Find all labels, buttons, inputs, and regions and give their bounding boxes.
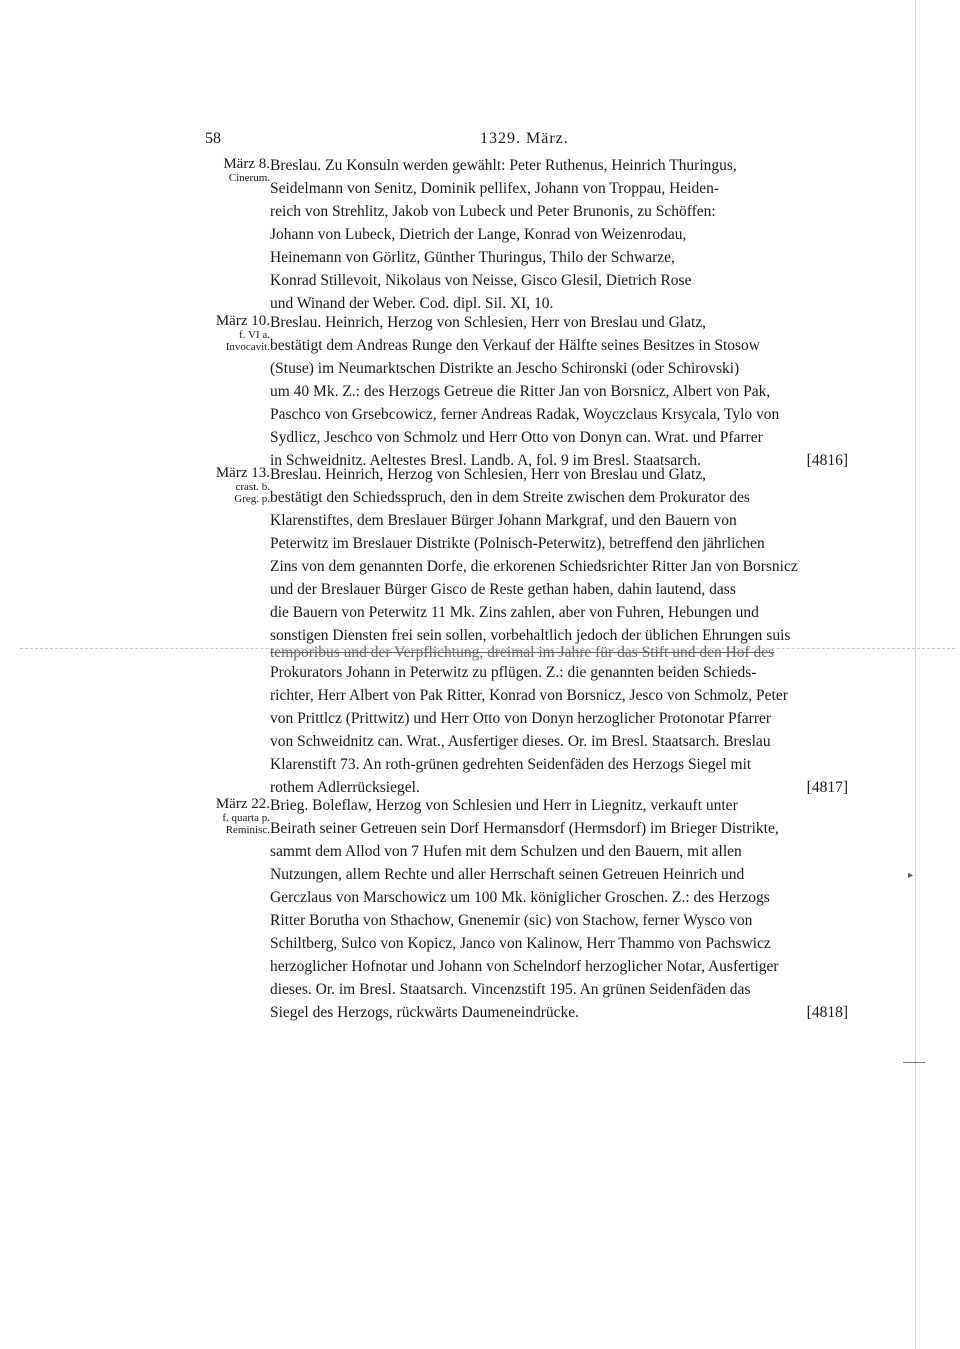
text-line: Klarenstiftes, dem Breslauer Bürger Johann Markgraf, und den Bauern von <box>270 512 737 529</box>
liturgical-date: f. VI a. <box>239 329 270 341</box>
liturgical-date: crast. b. <box>235 481 270 493</box>
struck-text-line: temporibus und der Verpflichtung, dreimal im Jahre für das Stift und den Hof des <box>270 644 775 661</box>
text-line: Brieg. Boleflaw, Herzog von Schlesien und Herr in Liegnitz, verkauft unter <box>270 797 738 814</box>
text-line: richter, Herr Albert von Pak Ritter, Konrad von Borsnicz, Jesco von Schmolz, Peter <box>270 687 788 704</box>
text-line: (Stuse) im Neumarktschen Distrikte an Jescho Schironski (oder Schirovski) <box>270 360 740 377</box>
text-line: Beirath seiner Getreuen sein Dorf Hermansdorf (Hermsdorf) im Brieger Distrikte, <box>270 820 779 837</box>
regest-number: [4818] <box>806 1004 848 1021</box>
text-line: Breslau. Heinrich, Herzog von Schlesien, Herr von Breslau und Glatz, <box>270 314 707 331</box>
text-line: Breslau. Heinrich, Herzog von Schlesien, Herr von Breslau und Glatz, <box>270 466 707 483</box>
running-title: 1329. März. <box>480 130 569 147</box>
text-line: bestätigt dem Andreas Runge den Verkauf der Hälfte seines Besitzes in Stosow <box>270 337 761 354</box>
text-line: sammt dem Allod von 7 Hufen mit dem Schulzen und den Bauern, mit allen <box>270 843 742 860</box>
margin-date <box>200 797 270 836</box>
text-line: Konrad Stillevoit, Nikolaus von Neisse, Gisco Glesil, Dietrich Rose <box>270 272 692 289</box>
regest-number: [4816] <box>806 452 848 469</box>
text-line: Nutzungen, allem Rechte und aller Herrschaft seinen Getreuen Heinrich und <box>270 866 745 883</box>
regest-entry <box>200 314 850 474</box>
text-line: Gerczlaus von Marschowicz um 100 Mk. königlicher Groschen. Z.: des Herzogs <box>270 889 770 906</box>
liturgical-date: Greg. p. <box>234 493 270 505</box>
text-line: dieses. Or. im Bresl. Staatsarch. Vincenzstift 195. An grünen Seidenfäden das <box>270 981 751 998</box>
text-line: und Winand der Weber. Cod. dipl. Sil. XI, 10. <box>270 295 554 312</box>
regest-entry <box>200 466 850 806</box>
text-line: von Schweidnitz can. Wrat., Ausfertiger dieses. Or. im Bresl. Staatsarch. Breslau <box>270 733 771 750</box>
text-line: Prokurators Johann in Peterwitz zu pflügen. Z.: die genannten beiden Schieds- <box>270 664 757 681</box>
text-line: reich von Strehlitz, Jakob von Lubeck und Peter Brunonis, zu Schöffen: <box>270 203 716 220</box>
entry-date: März 10. <box>215 313 270 329</box>
text-line: die Bauern von Peterwitz 11 Mk. Zins zahlen, aber von Fuhren, Hebungen und <box>270 604 759 621</box>
text-line: um 40 Mk. Z.: des Herzogs Getreue die Ritter Jan von Borsnicz, Albert von Pak, <box>270 383 771 400</box>
liturgical-date: f. quarta p. <box>222 812 270 824</box>
liturgical-date: Invocavit. <box>225 341 270 353</box>
text-line: von Prittlcz (Prittwitz) und Herr Otto von Donyn herzoglicher Protonotar Pfarrer <box>270 710 772 727</box>
text-line: in Schweidnitz. Aeltestes Bresl. Landb. A, fol. 9 im Bresl. Staatsarch. <box>270 452 701 469</box>
text-line: Siegel des Herzogs, rückwärts Daumeneindrücke. <box>270 1004 580 1021</box>
text-line: Zins von dem genannten Dorfe, die erkorenen Schiedsrichter Ritter Jan von Borsnicz <box>270 558 798 575</box>
regest-entry <box>200 157 850 327</box>
text-line: Sydlicz, Jeschco von Schmolz und Herr Otto von Donyn can. Wrat. und Pfarrer <box>270 429 763 446</box>
entry-date: März 22. <box>215 796 270 812</box>
liturgical-date: Cinerum. <box>228 172 270 184</box>
text-line: Heinemann von Görlitz, Günther Thuringus, Thilo der Schwarze, <box>270 249 675 266</box>
margin-date <box>200 157 270 184</box>
page-header <box>205 130 845 150</box>
text-line: Ritter Borutha von Sthachow, Gnenemir (sic) von Stachow, ferner Wysco von <box>270 912 753 929</box>
scan-mark: ▸ <box>908 870 914 881</box>
text-line: Peterwitz im Breslauer Distrikte (Polnisch-Peterwitz), betreffend den jährlichen <box>270 535 765 552</box>
margin-date <box>200 314 270 353</box>
text-line: Seidelmann von Senitz, Dominik pellifex, Johann von Troppau, Heiden- <box>270 180 720 197</box>
scan-edge-line <box>915 0 916 1349</box>
text-line: Schiltberg, Sulco von Kopicz, Janco von Kalinow, Herr Thammo von Pachswicz <box>270 935 771 952</box>
text-line: und der Breslauer Bürger Gisco de Reste gethan haben, dahin lautend, dass <box>270 581 736 598</box>
regest-number: [4817] <box>806 779 848 796</box>
text-line: sonstigen Diensten frei sein sollen, vorbehaltlich jedoch der üblichen Ehrungen suis <box>270 627 791 644</box>
entry-date: März 13. <box>215 465 270 481</box>
text-line: Johann von Lubeck, Dietrich der Lange, Konrad von Weizenrodau, <box>270 226 687 243</box>
text-line: Klarenstift 73. An roth-grünen gedrehten Seidenfäden des Herzogs Siegel mit <box>270 756 752 773</box>
regest-entry <box>200 797 850 1027</box>
margin-date <box>200 466 270 505</box>
liturgical-date: Reminisc. <box>225 824 270 836</box>
text-line: herzoglicher Hofnotar und Johann von Schelndorf herzoglicher Notar, Ausfertiger <box>270 958 779 975</box>
text-line: Paschco von Grsebcowicz, ferner Andreas Radak, Woyczclaus Krsycala, Tylo von <box>270 406 780 423</box>
text-line: rothem Adlerrücksiegel. <box>270 779 420 796</box>
scan-mark <box>903 1062 925 1063</box>
entry-date: März 8. <box>223 156 270 172</box>
page-number: 58 <box>205 130 221 147</box>
text-line: bestätigt den Schiedsspruch, den in dem Streite zwischen dem Prokurator des <box>270 489 750 506</box>
text-line: Breslau. Zu Konsuln werden gewählt: Peter Ruthenus, Heinrich Thuringus, <box>270 157 737 174</box>
